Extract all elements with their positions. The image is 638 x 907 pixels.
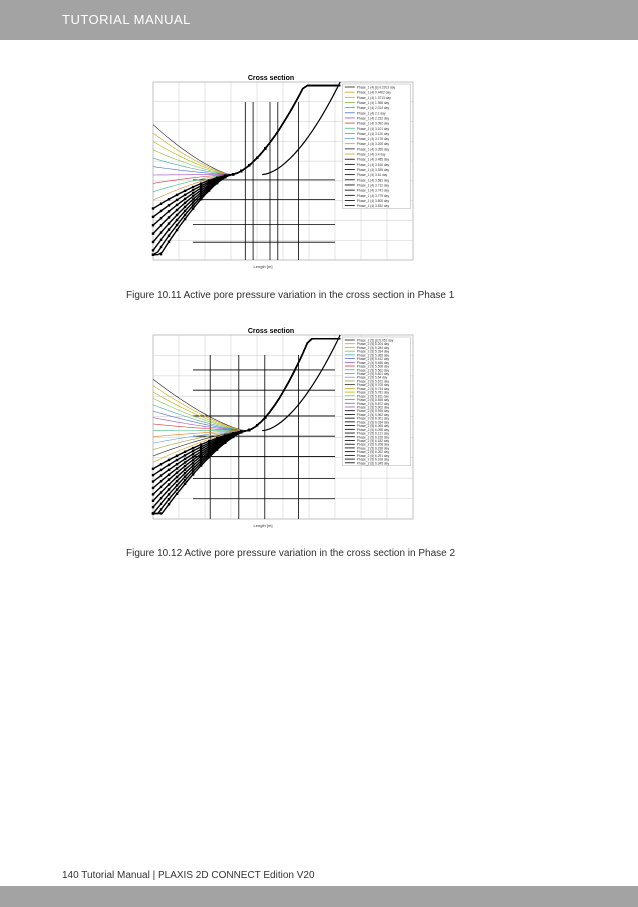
curve-marker (168, 198, 170, 200)
legend-entry: Phase_1 (4) [s] 0.2913 day (356, 85, 396, 90)
curve-marker (200, 446, 202, 448)
curve-marker (168, 483, 170, 485)
legend-entry: Phase_2 (5) 6.155 day (356, 435, 390, 440)
legend-entry: Phase_2 (5) 5.902 day (356, 405, 390, 410)
curve-marker (200, 198, 202, 200)
legend-entry: Phase_1 (4) 3.4 day (356, 152, 386, 157)
curve-marker (160, 239, 162, 241)
curve-marker (192, 204, 194, 206)
legend-entry: Phase_2 (5) 5.455 day (356, 360, 390, 365)
curve-marker (192, 186, 194, 188)
curve-marker (192, 456, 194, 458)
legend-entry: Phase_2 (5) 6.345 day (356, 461, 390, 466)
curve-marker (184, 214, 186, 216)
chart-title: Cross section (247, 328, 295, 335)
curve-marker (152, 474, 154, 476)
curve-marker (184, 458, 186, 460)
curve-marker (168, 469, 170, 471)
curve-marker (176, 199, 178, 201)
curve-marker (168, 503, 170, 505)
curve-marker (160, 463, 162, 465)
legend-entry: Phase_1 (4) 3.355 day (356, 147, 390, 152)
figure-caption-2: Figure 10.12 Active pore pressure variation in the cross section in Phase 2 (126, 548, 456, 559)
curve-marker (168, 493, 170, 495)
curve-marker (168, 464, 170, 466)
x-axis-label: Length [m] (253, 264, 273, 269)
curve-marker (160, 210, 162, 212)
legend-entry: Phase_1 (4) 1.958 day (356, 100, 390, 105)
figure-caption-1: Figure 10.11 Active pore pressure variation in the cross section in Phase 1 (126, 290, 455, 301)
curve-marker (192, 453, 194, 455)
legend-entry: Phase_2 (5) 5.284 day (356, 345, 390, 350)
legend-entry: Phase_1 (4) 3.120 day (356, 131, 390, 136)
curve-marker (176, 219, 178, 221)
legend-entry: Phase_1 (4) 3.101 day (356, 126, 390, 131)
legend-entry: Phase_1 (4) 2.232 day (356, 116, 390, 121)
curve-marker (200, 443, 202, 445)
curve-marker (184, 451, 186, 453)
legend-entry: Phase_2 (5) 6.065 day (356, 424, 390, 429)
legend-entry: Phase_2 (5) 5.508 day (356, 364, 390, 369)
curve-marker (168, 235, 170, 237)
curve-marker (192, 201, 194, 203)
curve-marker (152, 216, 154, 218)
legend-entry: Phase_2 (5) 6.034 day (356, 420, 390, 425)
legend-entry: Phase_2 (5) 5.204 day (356, 342, 390, 347)
curve-marker (184, 190, 186, 192)
header-title: TUTORIAL MANUAL (62, 12, 191, 27)
legend-entry: Phase_1 (4) 3.805 day (356, 198, 390, 203)
curve-marker (160, 508, 162, 510)
curve-marker (176, 229, 178, 231)
legend-entry: Phase_2 (5) 5.781 day (356, 390, 390, 395)
footer-bar (0, 886, 638, 907)
footer-page-info: 140 Tutorial Manual | PLAXIS 2D CONNECT Edition V20 (62, 870, 315, 881)
legend-entry: Phase_2 (5) 6.001 day (356, 416, 390, 421)
curve-marker (168, 210, 170, 212)
curve-marker (160, 253, 162, 255)
legend-entry: Phase_1 (4) 3.681 day (356, 178, 390, 183)
curve-marker (192, 464, 194, 466)
legend-entry: Phase_1 (4) 3.779 day (356, 193, 390, 198)
legend-entry: Phase_1 (4) 3.741 day (356, 188, 390, 193)
curve-marker (152, 224, 154, 226)
x-axis-label: Length [m] (253, 523, 273, 528)
curve-marker (176, 455, 178, 457)
curve-marker (200, 185, 202, 187)
legend-entry: Phase_2 (5) 5.334 day (356, 349, 390, 354)
legend-entry: Phase_1 (4) 3.178 day (356, 137, 390, 142)
legend-entry: Phase_1 (4) 3.092 day (356, 121, 390, 126)
curve-marker (176, 484, 178, 486)
legend-entry: Phase_1 (4) 2.1 day (356, 111, 386, 116)
curve-marker (184, 218, 186, 220)
legend-entry: Phase_2 (5) 5.811 day (356, 394, 389, 399)
curve-marker (168, 498, 170, 500)
curve-marker (200, 182, 202, 184)
curve-marker (176, 471, 178, 473)
curve-marker (192, 470, 194, 472)
curve-marker (168, 478, 170, 480)
curve-marker (160, 246, 162, 248)
curve-marker (192, 192, 194, 194)
curve-marker (152, 493, 154, 495)
curve-marker (160, 497, 162, 499)
legend-entry: Phase_2 (5) 6.318 day (356, 457, 390, 462)
curve-marker (176, 204, 178, 206)
figure-phase-1-chart (123, 72, 428, 270)
curve-marker (168, 222, 170, 224)
curve-marker (152, 253, 154, 255)
curve-marker (176, 194, 178, 196)
curve-marker (160, 231, 162, 233)
curve-marker (184, 472, 186, 474)
curve-marker (184, 198, 186, 200)
curve-marker (192, 473, 194, 475)
curve-marker (160, 512, 162, 514)
curve-marker (168, 459, 170, 461)
legend-entry: Phase_2 (5) 5.562 day (356, 368, 390, 373)
curve-marker (192, 195, 194, 197)
curve-marker (232, 436, 234, 438)
curve-marker (192, 461, 194, 463)
curve-marker (192, 467, 194, 469)
legend-entry: Phase_2 (5) 6.098 day (356, 427, 390, 432)
legend-entry: Phase_2 (5) 6.121 day (356, 431, 390, 436)
curve-marker (176, 214, 178, 216)
curve-marker (168, 488, 170, 490)
curve-marker (176, 476, 178, 478)
curve-marker (264, 147, 266, 149)
curve-marker (184, 476, 186, 478)
legend-entry: Phase_1 (4) 3.535 day (356, 168, 390, 173)
curve-marker (216, 448, 218, 450)
curve-marker (208, 456, 210, 458)
curve-marker (184, 479, 186, 481)
legend-entry: Phase_2 (5) 6.262 day (356, 450, 390, 455)
curve-marker (240, 170, 242, 172)
legend-entry: Phase_2 (5) 5.962 day (356, 412, 390, 417)
legend-entry: Phase_2 (5) 5.845 day (356, 398, 390, 403)
curve-marker (184, 210, 186, 212)
legend-entry: Phase_2 (5) 6.236 day (356, 446, 390, 451)
curve-marker (184, 202, 186, 204)
curve-marker (192, 447, 194, 449)
curve-marker (264, 416, 266, 418)
curve-marker (168, 474, 170, 476)
curve-marker (184, 483, 186, 485)
figure-phase-2-chart (123, 325, 428, 529)
legend-entry: Phase_2 (5) 5.705 day (356, 383, 390, 388)
curve-marker (176, 480, 178, 482)
curve-marker (184, 194, 186, 196)
curve-marker (232, 173, 234, 175)
curve-marker (224, 442, 226, 444)
curve-marker (224, 176, 226, 178)
curve-marker (256, 157, 258, 159)
curve-marker (168, 228, 170, 230)
legend-entry: Phase_1 (4) 3.712 day (356, 183, 390, 188)
curve-marker (184, 206, 186, 208)
curve-marker (160, 480, 162, 482)
curve-marker (176, 463, 178, 465)
legend-entry: Phase_2 (5) 5.935 day (356, 409, 390, 414)
curve-marker (152, 506, 154, 508)
legend-entry: Phase_2 (5) [s] 5.051 day (356, 338, 394, 343)
curve-marker (240, 431, 242, 433)
curve-marker (152, 487, 154, 489)
curve-marker (176, 209, 178, 211)
curve-marker (152, 241, 154, 243)
curve-marker (160, 203, 162, 205)
curve-marker (208, 189, 210, 191)
legend-entry: Phase_2 (5) 6.182 day (356, 438, 390, 443)
curve-marker (152, 468, 154, 470)
curve-marker (168, 241, 170, 243)
curve-marker (248, 429, 250, 431)
legend-entry: Phase_2 (5) 6.291 day (356, 453, 390, 458)
legend-entry: Phase_2 (5) 5.672 day (356, 379, 390, 384)
curve-marker (216, 182, 218, 184)
legend-entry: Phase_1 (4) 3.61 day (356, 173, 388, 178)
curve-marker (192, 198, 194, 200)
legend-entry: Phase_2 (5) 6.208 day (356, 442, 390, 447)
curve-marker (176, 493, 178, 495)
legend-entry: Phase_2 (5) 5.601 day (356, 371, 390, 376)
legend-entry: Phase_2 (5) 5.872 day (356, 401, 390, 406)
legend-entry: Phase_2 (5) 5.64 day (356, 375, 388, 380)
curve-marker (176, 224, 178, 226)
legend-entry: Phase_1 (4) 3.485 day (356, 157, 390, 162)
curve-marker (152, 249, 154, 251)
curve-marker (184, 461, 186, 463)
curve-marker (184, 454, 186, 456)
curve-marker (200, 448, 202, 450)
curve-marker (176, 467, 178, 469)
legend-entry: Phase_1 (4) 3.205 day (356, 142, 390, 147)
header-bar (0, 0, 638, 40)
curve-marker (160, 491, 162, 493)
legend-entry: Phase_2 (5) 5.412 day (356, 357, 390, 362)
curve-marker (160, 224, 162, 226)
curve-marker (200, 450, 202, 452)
curve-marker (152, 480, 154, 482)
chart-title: Cross section (247, 75, 295, 82)
legend-entry: Phase_1 (4) 1.3713 day (356, 95, 391, 100)
curve-marker (248, 164, 250, 166)
curve-marker (176, 459, 178, 461)
curve-marker (160, 469, 162, 471)
legend-entry: Phase_1 (4) 0.4462 day (356, 90, 391, 95)
legend-entry: Phase_2 (5) 5.744 day (356, 386, 390, 391)
curve-marker (160, 486, 162, 488)
curve-marker (256, 424, 258, 426)
curve-marker (184, 465, 186, 467)
curve-marker (152, 207, 154, 209)
curve-marker (200, 464, 202, 466)
curve-marker (192, 189, 194, 191)
curve-marker (152, 512, 154, 514)
curve-marker (152, 232, 154, 234)
curve-marker (192, 459, 194, 461)
curve-marker (160, 474, 162, 476)
curve-marker (176, 488, 178, 490)
curve-marker (168, 204, 170, 206)
curve-marker (160, 503, 162, 505)
curve-marker (184, 468, 186, 470)
curve-marker (192, 207, 194, 209)
legend-entry: Phase_2 (5) 5.365 day (356, 353, 390, 358)
curve-marker (168, 216, 170, 218)
curve-marker (152, 500, 154, 502)
curve-marker (192, 450, 194, 452)
legend-entry: Phase_1 (4) 2.014 day (356, 106, 390, 111)
legend-entry: Phase_1 (4) 3.832 day (356, 204, 390, 209)
legend-entry: Phase_1 (4) 3.516 day (356, 162, 390, 167)
curve-marker (160, 217, 162, 219)
